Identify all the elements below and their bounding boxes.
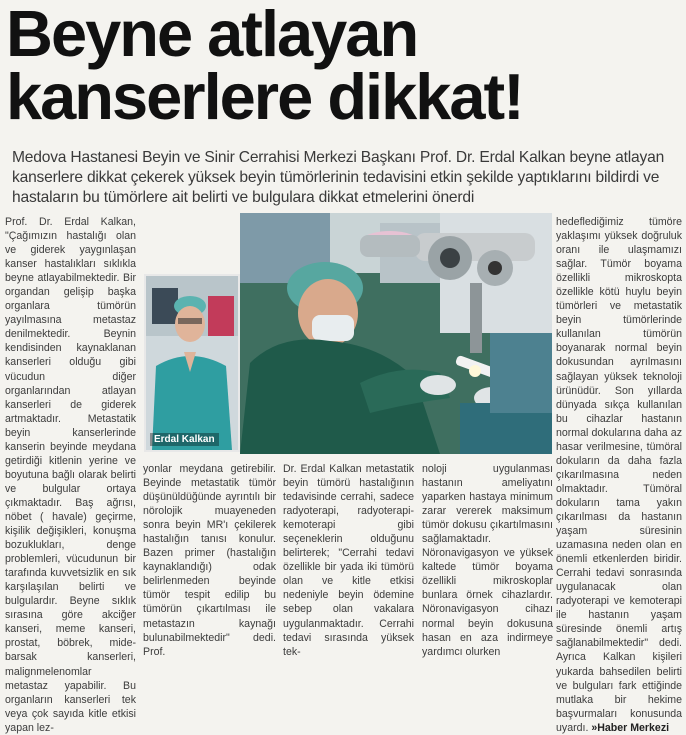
article-column-2: yonlar meydana getirebilir. Beyinde metastatik tümör düşünüldüğünde ayrıntılı bir nörolojik muayeneden sonra beyin MR'ı çekilerek hastalığın tanısı konulur. Bazen primer (hastalığın kaynaklandığı) odak belirlenmeden beyinde tümör tespit edilip bu tümörün çıkartılması ile metastazın kaynağı bulunabilmektedir" dedi. Prof. xyxy=(143,463,276,658)
headline-line-1: Beyne atlayan xyxy=(6,0,418,70)
photo-caption: Erdal Kalkan xyxy=(150,433,219,446)
portrait-photo xyxy=(144,274,240,452)
headline xyxy=(6,0,686,133)
author-signature: »Haber Merkezi xyxy=(591,721,670,734)
article-column-3: Dr. Erdal Kalkan metastatik beyin tümörü hastalığının tedavisinde cerrahi, sadece radyoterapi, radyoterapi-kemoterapi gibi seçeneklerin olduğunu belirterek; "Cerrahi tedavi özellikle bir yada iki tümörü olan ve kitle etkisi nedeniyle beyin ödemine sebep olan vakalara uygulanmaktadır. Cerrahi tedavi sırasında yüksek tek- xyxy=(283,463,414,658)
article-column-5-text: hedeflediğimiz tümöre yaklaşımı yüksek doğruluk oranı ile ulaşmamızı sağlar. Tümör boyama özellikli mikroskopta özellikle kötü huylu beyin tümörleri ve metastatik beyin tümörlerinde kullanılan tümörün boyanarak normal beyin dokusundan ayrılmasını sağlayan yüksek teknoloji ürünüdür. Son yıllarda dünyada sıkça kullanılan bu cihazlar hastanın normal dokularına daha az hasar verilmesine, tümöral dokuların da daha fazla çıkarılmasına neden olmaktadır. Tümöral dokuların tama yakın çıkarılması da hastanın yaşam süresinin uzamasına neden olan en önemli etkenlerden biridir. Cerrahi tedavi sonrasında uygulanacak olan radyoterapi ve kemoterapi ile hastanın yaşam süresinde önemli artış sağlanabilmektedir" dedi. Ayrıca Kalkan kişileri yukarda bahsedilen belirti ve bulguları fark ettiğinde mutlaka bir hekime başvurmaları konusunda uyardı. xyxy=(556,216,682,734)
article-column-4: noloji uygulanması hastanın ameliyatını yaparken hastaya minimum zarar vererek maksimum tümör dokusu çıkartılmasını sağlamaktadır. Nöronavigasyon ve yüksek kaltede tümör boyama özellikli mikroskoplar bunlara örnek cihazlardır. Nöronavigasyon cihazı normal beyin dokusuna hasan en aza indirmeye yardımcı olurken xyxy=(422,463,553,658)
surgery-photo xyxy=(240,213,552,454)
article-column-1: Prof. Dr. Erdal Kalkan, "Çağımızın hastalığı olan ve giderek yaygınlaşan kanser hastalıkları sıklıkla beyne atlayabilmektedir. Bir organdan gelişip başka organlara tümörün yayılmasına metastaz denilmektedir. Beynin kendisinden kaynaklanan kanserleri olduğu gibi vücudun diğer organlarından atlayan kanserleri de giderek artmaktadır. Metastatik beyin kanserlerinde kanserin beyinde meydana getirdiği kitlenin yerine ve boyutuna bağlı olarak belirti ve bulgular ortaya çıkmaktadır. Baş ağrısı, nöbet ( havale) geçirme, kişilik değişikleri, konuşma bozuklukları, denge problemleri, vücudunun bir tarafında kuvvetsizlik en sık karşılaşılan belirti ve bulgulardır. Beyne sıklık sırasına göre akciğer kanseri, meme kanseri, prostat, böbrek, mide-barsak kanserleri, malignmelenomlar metastaz yapabilir. Bu organların kanserleri tek veya çok sayıda kitle etkisi yapan lez- xyxy=(5,216,136,734)
article-column-5 xyxy=(556,215,682,734)
subheadline: Medova Hastanesi Beyin ve Sinir Cerrahisi Merkezi Başkanı Prof. Dr. Erdal Kalkan beyne atlayan kanserlere dikkat çekerek yüksek beyin tümörlerinin tedavisini etkin şekilde yaptıklarını bildirdi ve hastaların bu tümörlere ait belirti ve bulgulara dikkat etmelerini önerdi xyxy=(12,149,665,206)
headline-line-2: kanserlere dikkat! xyxy=(6,60,523,133)
